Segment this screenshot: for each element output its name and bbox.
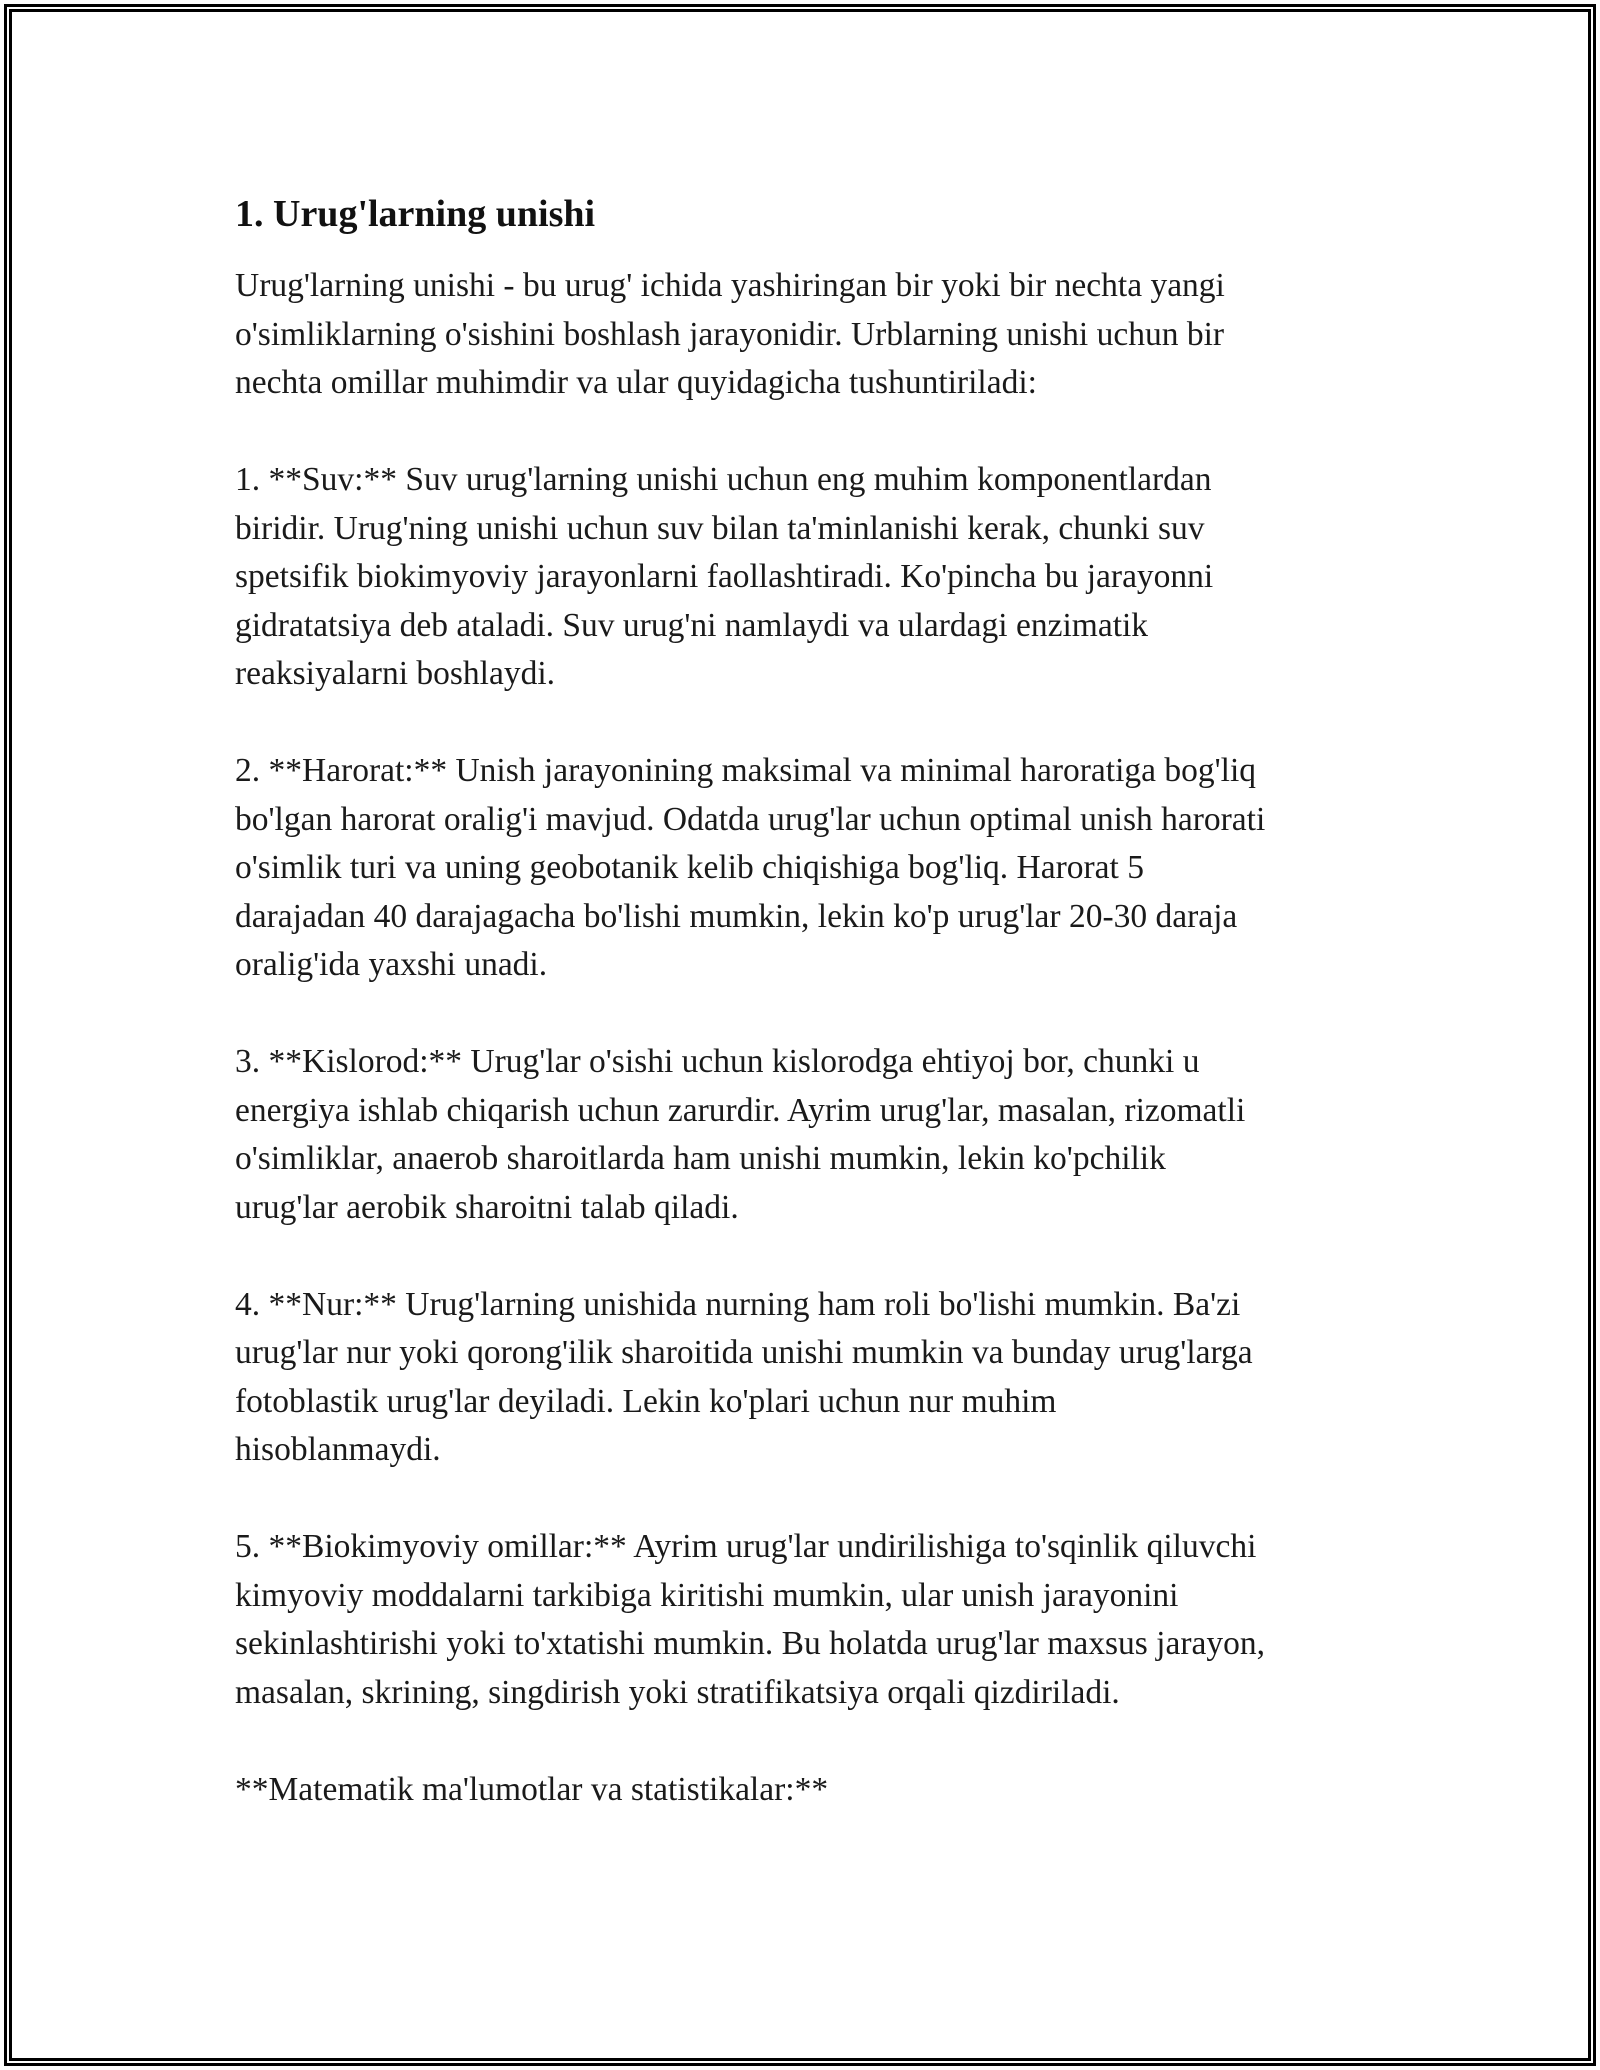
text-line: o'simliklarning o'sishini boshlash jarayonidir. Urblarning unishi uchun bir	[235, 315, 1225, 353]
text-line: energiya ishlab chiqarish uchun zarurdir. Ayrim urug'lar, masalan, rizomatli	[235, 1091, 1246, 1129]
text-line: 4. **Nur:** Urug'larning unishida nurning ham roli bo'lishi mumkin. Ba'zi	[235, 1285, 1241, 1323]
text-line: o'simliklar, anaerob sharoitlarda ham unishi mumkin, lekin ko'pchilik	[235, 1140, 1166, 1177]
text-line: urug'lar nur yoki qorong'ilik sharoitida unishi mumkin va bunday urug'larga	[235, 1334, 1253, 1371]
paragraph-oxygen	[235, 1038, 1375, 1232]
text-line: o'simlik turi va uning geobotanik kelib chiqishiga bog'liq. Harorat 5	[235, 849, 1144, 886]
text-line: sekinlashtirishi yoki to'xtatishi mumkin. Bu holatda urug'lar maxsus jarayon,	[235, 1625, 1265, 1662]
text-line: fotoblastik urug'lar deyiladi. Lekin ko'plari uchun nur muhim	[235, 1382, 1057, 1420]
text-line: 5. **Biokimyoviy omillar:** Ayrim urug'lar undirilishiga to'sqinlik qiluvchi	[235, 1528, 1257, 1565]
text-line: urug'lar aerobik sharoitni talab qiladi.	[235, 1188, 739, 1226]
paragraph-light	[235, 1281, 1375, 1475]
text-line: gidratatsiya deb ataladi. Suv urug'ni namlaydi va ulardagi enzimatik	[235, 606, 1149, 644]
text-line: masalan, skrining, singdirish yoki stratifikatsiya orqali qizdiriladi.	[235, 1673, 1120, 1711]
text-line: bo'lgan harorat oralig'i mavjud. Odatda urug'lar uchun optimal unish harorati	[235, 800, 1266, 838]
text-line: darajadan 40 darajagacha bo'lishi mumkin, lekin ko'p urug'lar 20-30 daraja	[235, 897, 1238, 935]
text-line: biridir. Urug'ning unishi uchun suv bilan ta'minlanishi kerak, chunki suv	[235, 509, 1205, 547]
paragraph-water	[235, 456, 1375, 699]
text-line: Urug'larning unishi - bu urug' ichida yashiringan bir yoki bir nechta yangi	[235, 267, 1225, 304]
text-line: **Matematik ma'lumotlar va statistikalar:**	[235, 1770, 829, 1808]
text-line: kimyoviy moddalarni tarkibiga kiritishi mumkin, ular unish jarayonini	[235, 1576, 1179, 1614]
text-line: oralig'ida yaxshi unadi.	[235, 946, 548, 983]
text-line: 2. **Harorat:** Unish jarayonining maksimal va minimal haroratiga bog'liq	[235, 752, 1257, 789]
paragraph-temperature	[235, 747, 1375, 990]
text-line: spetsifik biokimyoviy jarayonlarni faollashtiradi. Ko'pincha bu jarayonni	[235, 558, 1214, 595]
text-line: reaksiyalarni boshlaydi.	[235, 655, 556, 692]
text-line: hisoblanmaydi.	[235, 1431, 441, 1468]
text-line: nechta omillar muhimdir va ular quyidagicha tushuntiriladi:	[235, 364, 1037, 401]
text-line: 3. **Kislorod:** Urug'lar o'sishi uchun kislorodga ehtiyoj bor, chunki u	[235, 1043, 1200, 1080]
paragraph-statistics-heading	[235, 1766, 1375, 1815]
paragraph-intro	[235, 262, 1375, 408]
text-line: 1. **Suv:** Suv urug'larning unishi uchun eng muhim komponentlardan	[235, 461, 1212, 498]
document-body	[235, 188, 1375, 1863]
document-title: 1. Urug'larning unishi	[235, 193, 596, 235]
paragraph-biochemical	[235, 1523, 1375, 1717]
